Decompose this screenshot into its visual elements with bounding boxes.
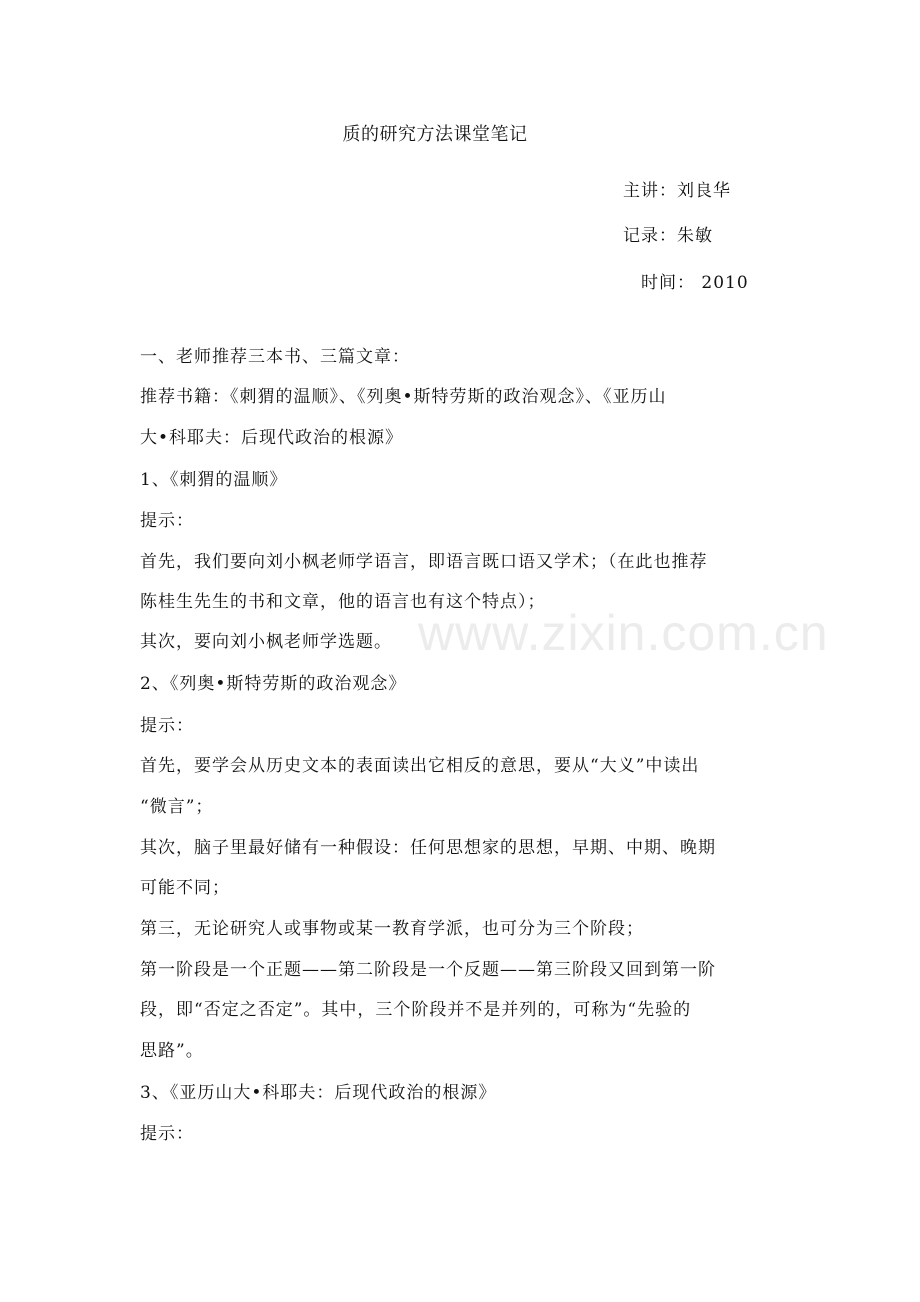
paragraph-line: 其次，要向刘小枫老师学选题。 <box>140 632 392 652</box>
paragraph-line: 可能不同； <box>140 878 230 898</box>
paragraph-line: 第一阶段是一个正题——第二阶段是一个反题——第三阶段又回到第一阶 <box>140 960 716 980</box>
paragraph-line: 首先，要学会从历史文本的表面读出它相反的意思，要从“大义”中读出 <box>140 756 700 776</box>
paragraph-line: 其次，脑子里最好储有一种假设：任何思想家的思想，早期、中期、晚期 <box>140 838 716 858</box>
lecturer-line: 主讲：刘良华 <box>623 181 731 201</box>
paragraph-line: 段，即“否定之否定”。其中，三个阶段并不是并列的，可称为“先验的 <box>140 1000 692 1020</box>
section-heading: 一、老师推荐三本书、三篇文章： <box>140 347 410 367</box>
paragraph-line: 第三，无论研究人或事物或某一教育学派，也可分为三个阶段； <box>140 919 644 939</box>
hint-label: 提示： <box>140 1124 194 1144</box>
paragraph-line: 大•科耶夫：后现代政治的根源》 <box>140 428 404 448</box>
watermark: www.zixin.com.cn <box>418 605 829 661</box>
book-heading: 3、《亚历山大•科耶夫：后现代政治的根源》 <box>140 1083 497 1103</box>
time-line: 时间： 2010 <box>641 273 749 293</box>
paragraph-line: 推荐书籍：《刺猬的温顺》、《列奥•斯特劳斯的政治观念》、《亚历山 <box>140 387 667 407</box>
hint-label: 提示： <box>140 511 194 531</box>
paragraph-line: 思路”。 <box>140 1041 204 1061</box>
recorder-line: 记录：朱敏 <box>623 226 713 246</box>
paragraph-line: 陈桂生先生的书和文章，他的语言也有这个特点）； <box>140 592 546 612</box>
paragraph-line: 首先，我们要向刘小枫老师学语言，即语言既口语又学术；（在此也推荐 <box>140 552 708 572</box>
book-heading: 1、《刺猬的温顺》 <box>140 470 288 490</box>
hint-label: 提示： <box>140 716 194 736</box>
page-title: 质的研究方法课堂笔记 <box>342 124 528 145</box>
book-heading: 2、《列奥•斯特劳斯的政治观念》 <box>140 674 407 694</box>
paragraph-line: “微言”； <box>140 797 214 817</box>
